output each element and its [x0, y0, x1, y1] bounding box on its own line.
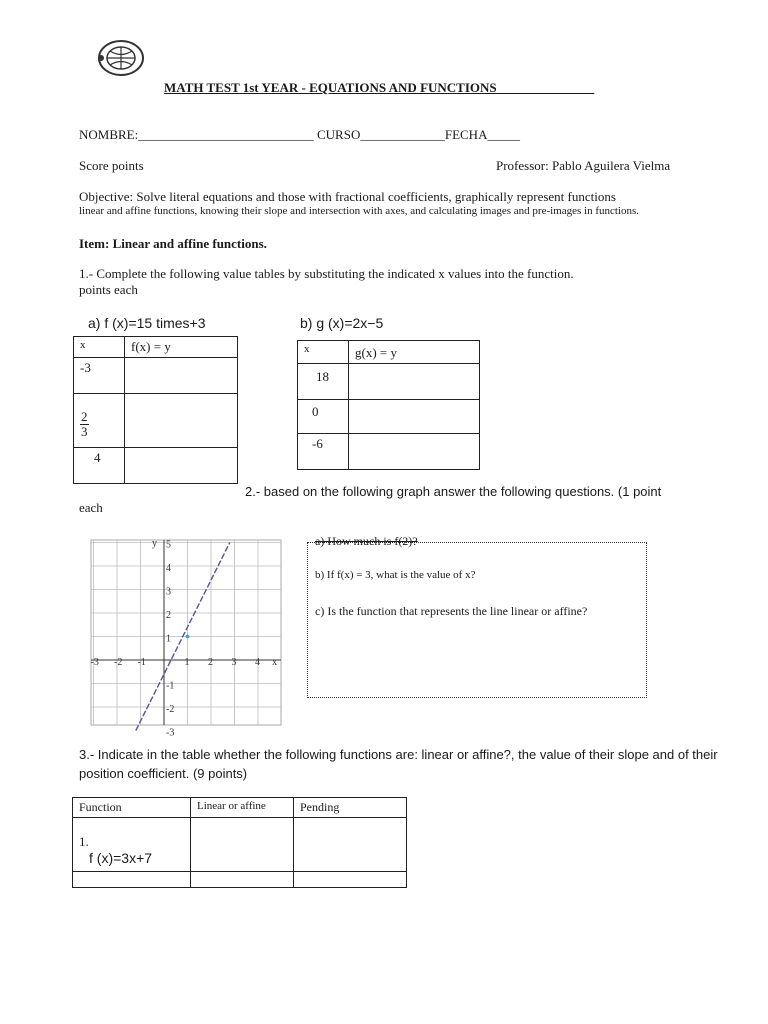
y-tick-label: 3	[166, 586, 171, 598]
pending-answer-cell[interactable]	[294, 818, 407, 872]
table-a-x-cell: 4	[74, 448, 125, 484]
empty-cell[interactable]	[294, 872, 407, 888]
objective-line-2: linear and affine functions, knowing their slope and intersection with axes, and calculating images and pre-images in functions.	[79, 205, 640, 217]
objective-line-1: Objective: Solve literal equations and those with fractional coefficients, graphically represent functions	[79, 189, 616, 204]
table-b-answer-cell[interactable]	[349, 400, 480, 434]
x-axis-label: x	[272, 657, 278, 668]
item-heading: Item: Linear and affine functions.	[79, 236, 267, 251]
table-b-answer-cell[interactable]	[349, 434, 480, 470]
table-a-x-cell: -3	[74, 358, 125, 394]
q2-question-b: b) If f(x) = 3, what is the value of x?	[315, 569, 476, 581]
table-a-x-cell	[74, 394, 125, 448]
table-b-x-cell: 18	[298, 364, 349, 400]
table-a-header-y: f(x) = y	[125, 337, 238, 358]
table-a-answer-cell[interactable]	[125, 448, 238, 484]
q3-text: 3.- Indicate in the table whether the following functions are: linear or affine?, the value of their slope and of their	[79, 747, 718, 762]
y-tick-label: -3	[166, 727, 175, 739]
table-b-answer-cell[interactable]	[349, 364, 480, 400]
q2-question-a: a) How much is f(2)?	[315, 534, 418, 548]
x-tick-label: 3	[231, 657, 237, 668]
page-title: MATH TEST 1st YEAR - EQUATIONS AND FUNCTIONS_______________	[164, 80, 595, 95]
q1-subtext: points each	[79, 282, 138, 297]
table-b-x-cell: 0	[298, 400, 349, 434]
y-axis-label: y	[152, 538, 157, 549]
score-label: Score points	[79, 158, 144, 173]
value-table-b	[297, 340, 480, 470]
function-table	[72, 797, 407, 888]
y-tick-label: -2	[166, 704, 175, 715]
q2-question-c: c) Is the function that represents the line linear or affine?	[315, 604, 588, 618]
table-b-header-y: g(x) = y	[349, 341, 480, 364]
q2-subtext: each	[79, 500, 103, 515]
y-tick-label: 4	[166, 563, 171, 574]
name-field: NOMBRE:___________________________ CURSO_____________FECHA_____	[79, 127, 520, 142]
graph-frame	[91, 540, 281, 725]
x-tick-label: -1	[137, 657, 146, 668]
y-tick-label: 2	[166, 610, 171, 621]
x-tick-label: -3	[90, 657, 99, 668]
y-tick-label: -1	[166, 680, 175, 692]
q2-text: 2.- based on the following graph answer the following questions. (1 point	[245, 484, 662, 499]
q1-text: 1.- Complete the following value tables by substituting the indicated x values into the function.	[79, 266, 574, 281]
function-formula: f (x)=3x+7	[89, 850, 153, 866]
school-logo	[96, 38, 146, 78]
header-function: Function	[73, 798, 191, 818]
x-tick-label: 4	[255, 657, 260, 668]
function-cell	[73, 818, 191, 872]
x-tick-label: -2	[114, 657, 123, 668]
header-pending: Pending	[294, 798, 407, 818]
y-tick-label: 1	[166, 633, 171, 645]
table-b-header-x: x	[298, 341, 349, 364]
empty-cell[interactable]	[73, 872, 191, 888]
table-b-label: b) g (x)=2x−5	[300, 315, 384, 331]
value-table-a	[73, 336, 238, 484]
q2-answer-box	[307, 542, 647, 698]
table-a-answer-cell[interactable]	[125, 358, 238, 394]
fraction: $\frac{2}{3}$	[81, 409, 88, 439]
q3-subtext: position coefficient. (9 points)	[79, 766, 248, 781]
y-tick-label: 5	[166, 539, 171, 551]
table-a-label: a) f (x)=15 times+3	[88, 315, 206, 331]
professor-label: Professor: Pablo Aguilera Vielma	[496, 158, 671, 173]
row-number: 1.	[79, 834, 89, 849]
line-graph	[89, 537, 283, 739]
empty-cell[interactable]	[191, 872, 294, 888]
table-a-header-x: x	[74, 337, 125, 358]
x-tick-label: 1	[184, 657, 190, 668]
table-a-answer-cell[interactable]	[125, 394, 238, 448]
table-b-x-cell: -6	[298, 434, 349, 470]
x-tick-label: 2	[208, 657, 213, 668]
linear-affine-answer-cell[interactable]	[191, 818, 294, 872]
header-linear-affine: Linear or affine	[191, 798, 294, 818]
graph-point	[186, 635, 190, 639]
